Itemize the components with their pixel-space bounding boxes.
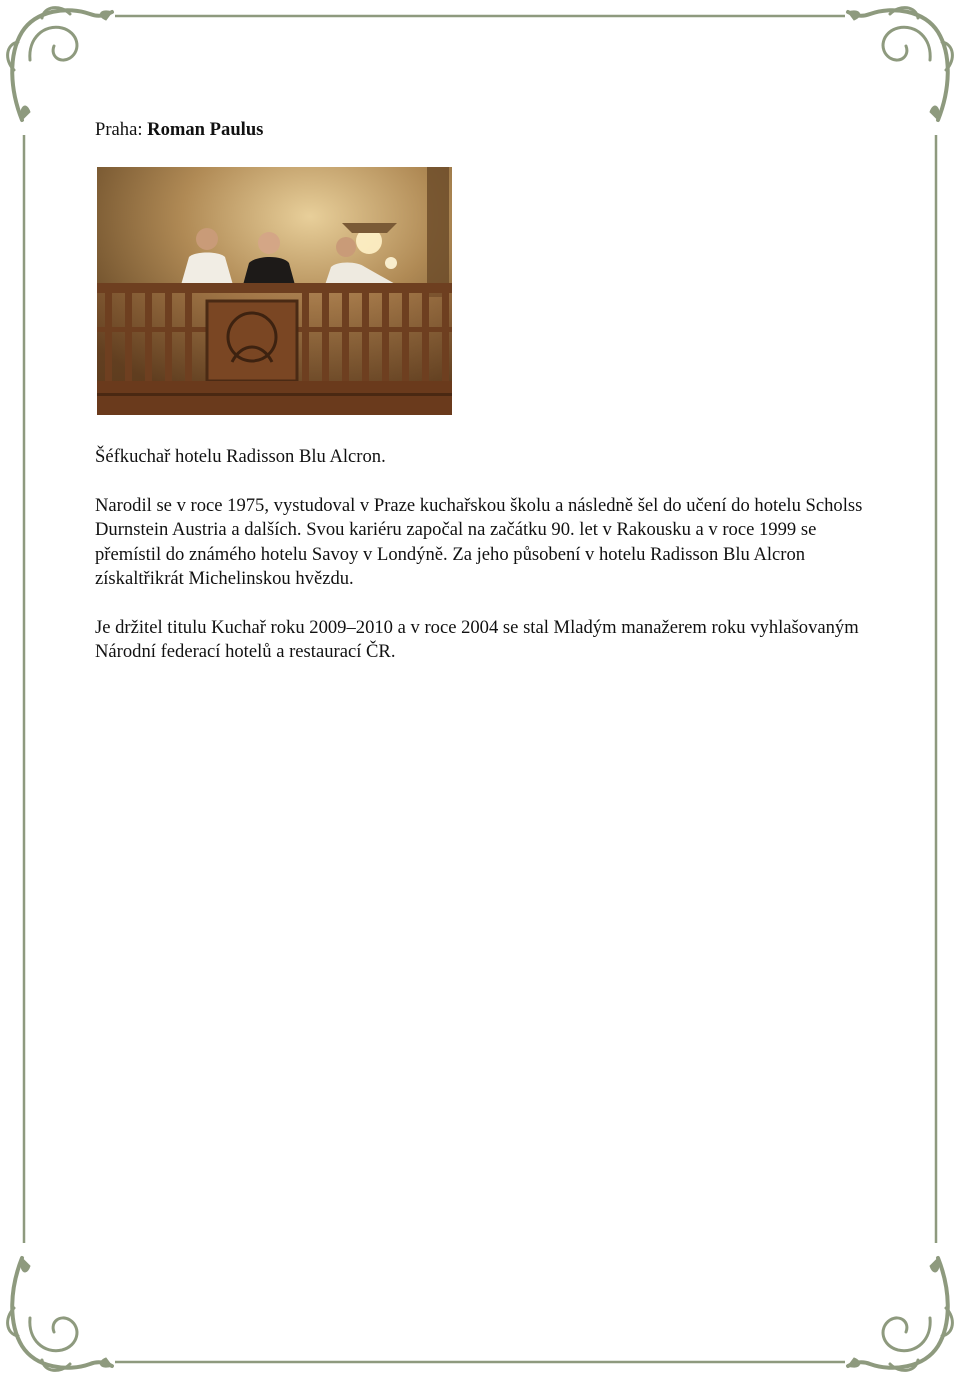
corner-ornament-bottom-left xyxy=(8,1258,112,1370)
corner-ornament-top-left xyxy=(8,8,112,120)
biography-paragraph-2: Je držitel titulu Kuchař roku 2009–2010 a v roce 2004 se stal Mladým manažerem roku vyhlašovaným Národní federací hotelů a restaurací ČR. xyxy=(95,616,859,662)
page-heading xyxy=(95,118,865,144)
heading-city: Praha: xyxy=(95,119,143,140)
chefs-photo xyxy=(97,167,452,415)
biography-paragraph-1: Narodil se v roce 1975, vystudoval v Praze kuchařskou školu a následně šel do učení do hotelu Scholss Durnstein Austria a dalších. Svou kariéru započal na začátku 90. let v Rakousku a v roce 1999 se přemístil do známého hotelu Savoy v Londýně. Za jeho působení v hotelu Radisson Blu Alcron získaltřikrát Michelinskou hvězdu. xyxy=(95,494,863,589)
page-content xyxy=(95,118,865,665)
corner-ornament-bottom-right xyxy=(848,1258,952,1370)
corner-ornament-top-right xyxy=(848,8,952,120)
chef-role: Šéfkuchař hotelu Radisson Blu Alcron. xyxy=(95,446,386,467)
heading-chef-name: Roman Paulus xyxy=(147,119,264,140)
